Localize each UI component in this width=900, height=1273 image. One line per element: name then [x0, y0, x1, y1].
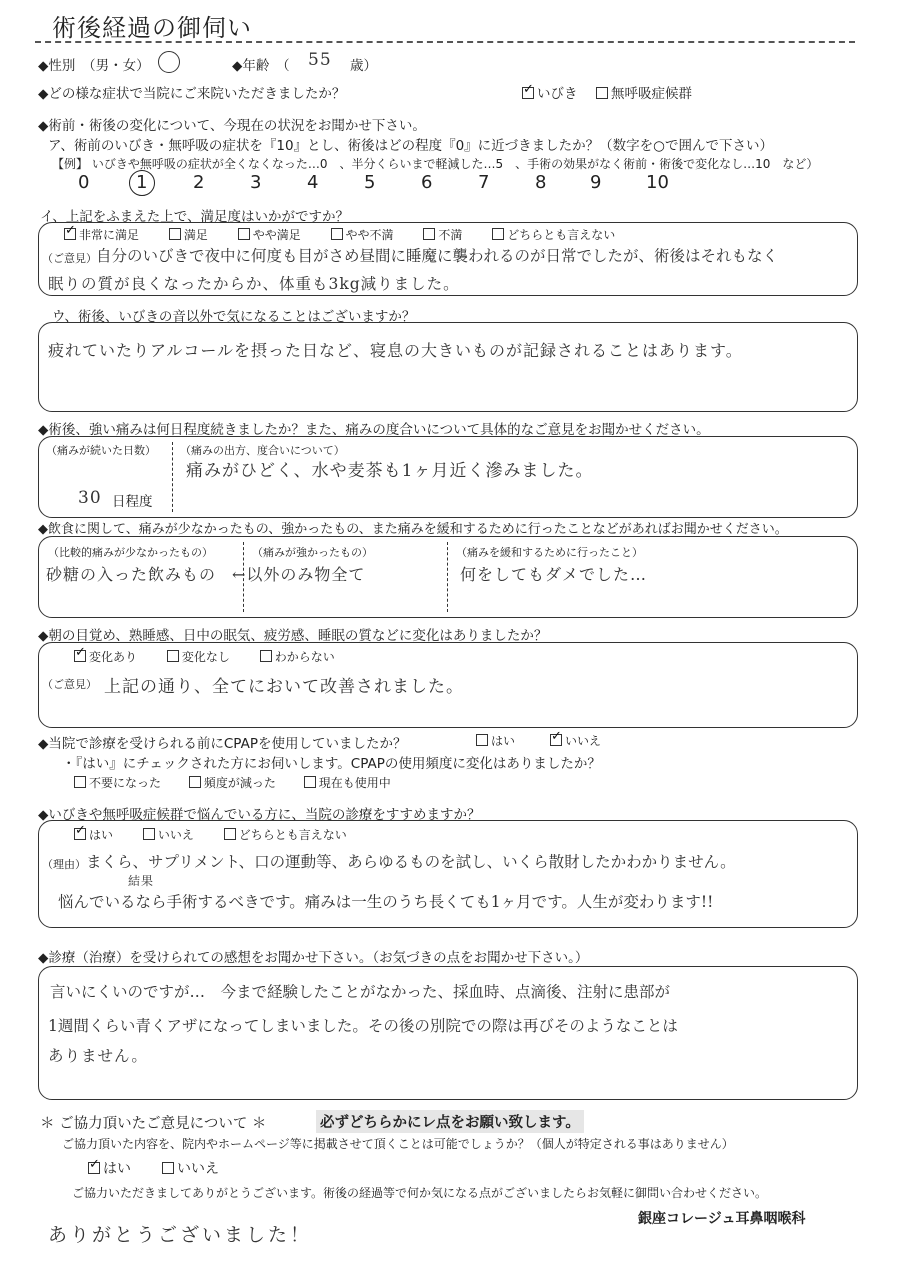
option-label: いいえ	[177, 1161, 219, 1177]
checkbox-icon	[167, 650, 179, 662]
age-unit: 歳）	[350, 58, 377, 74]
clinic-name: 銀座コレージュ耳鼻咽喉科	[638, 1211, 806, 1227]
option-label: 満足	[183, 228, 208, 242]
option-label: いいえ	[157, 828, 194, 842]
scale-7[interactable]: 7	[478, 172, 490, 193]
checkbox-checked-icon	[74, 828, 86, 840]
checkbox-icon	[162, 1162, 174, 1174]
q5-question: ◆術後、強い痛みは何日程度続きましたか？また、痛みの度合いについて具体的なご意見をお聞かせください。	[38, 422, 710, 438]
option-label: はい	[89, 828, 114, 842]
q9-answer-line1[interactable]: まくら、サプリメント、口の運動等、あらゆるものを試し、いくら散財したかわかりません。	[86, 853, 736, 871]
q9-reason-label: （理由）	[42, 858, 86, 871]
q3-answer-line2[interactable]: 眠りの質が良くなったからか、体重も3kg減りました。	[48, 275, 460, 293]
q8-option-yes[interactable]	[476, 732, 515, 749]
q2-question: ◆術前・術後の変化について、今現在の状況をお聞かせ下さい。	[38, 118, 426, 134]
consent-option-no[interactable]	[162, 1158, 219, 1178]
q5-detail-label: （痛みの出方、度合いについて）	[180, 444, 345, 457]
q1-option-apnea[interactable]	[596, 82, 692, 102]
option-label: はい	[103, 1161, 131, 1177]
handwritten-thanks: ありがとうございました！	[48, 1224, 313, 1246]
q8-sub-options	[74, 774, 391, 791]
q4-answer[interactable]: 疲れていたりアルコールを摂った日など、寝息の大きいものが記録されることはあります。	[48, 341, 743, 360]
q3-option[interactable]	[423, 228, 462, 242]
q3-options	[64, 226, 615, 243]
q10-answer-line3[interactable]: ありません。	[48, 1047, 148, 1065]
q6-col2-label: （痛みが強かったもの）	[252, 546, 373, 559]
option-label: 変化なし	[181, 650, 230, 664]
scale-5[interactable]: 5	[364, 172, 376, 193]
q8-sub-option[interactable]	[304, 776, 391, 790]
q5-detail-answer[interactable]: 痛みがひどく、水や麦茶も1ヶ月近く滲みました。	[186, 461, 594, 481]
option-label: 現在も使用中	[318, 776, 391, 790]
q9-option[interactable]	[143, 828, 194, 842]
q6-col1-label: （比較的痛みが少なかったもの）	[48, 546, 213, 559]
q9-answer-line2[interactable]: 悩んでいるなら手術するべきです。痛みは一生のうち長くても1ヶ月です。人生が変わります!!	[58, 893, 714, 911]
q6-col1-answer[interactable]: 砂糖の入った飲みもの	[46, 565, 217, 584]
q9-options	[74, 826, 347, 843]
q7-options	[74, 648, 335, 665]
q2-sub-a: ア、術前のいびき・無呼吸の症状を『10』とし、術後はどの程度『0』に近づきましたか？（数字を○で囲んで下さい）	[48, 138, 773, 154]
scale-2[interactable]: 2	[193, 172, 205, 193]
q7-answer[interactable]: 上記の通り、全てにおいて改善されました。	[104, 677, 464, 697]
checkbox-checked-icon	[74, 650, 86, 662]
sex-circle-mark	[158, 51, 180, 73]
q8-question: ◆当院で診療を受けられる前にCPAPを使用していましたか？	[38, 736, 407, 752]
q3-option[interactable]	[238, 228, 301, 242]
consent-thanks: ご協力いただきましてありがとうございます。術後の経過等で何か気になる点がございましたらお気軽に御問い合わせください。	[72, 1186, 768, 1200]
scale-9[interactable]: 9	[590, 172, 602, 193]
q8-sub-option[interactable]	[74, 776, 161, 790]
checkbox-checked-icon	[522, 87, 534, 99]
q1-option-snoring[interactable]	[522, 82, 578, 102]
checkbox-icon	[596, 87, 608, 99]
option-label: やや満足	[252, 228, 301, 242]
consent-heading-left: ＊ ご協力頂いたご意見について ＊	[40, 1116, 267, 1132]
option-label: 変化あり	[89, 650, 138, 664]
option-label: いびき	[537, 86, 578, 102]
option-label: 不満	[438, 228, 463, 242]
checkbox-icon	[260, 650, 272, 662]
q6-question: ◆飲食に関して、痛みが少なかったもの、強かったもの、また痛みを緩和するために行ったことなどがあればお聞かせください。	[38, 522, 788, 537]
scale-10[interactable]: 10	[646, 172, 669, 193]
q4-answer-box	[38, 322, 858, 412]
checkbox-icon	[238, 228, 250, 240]
title-underline	[35, 41, 855, 43]
option-label: 頻度が減った	[203, 776, 276, 790]
checkbox-icon	[74, 776, 86, 788]
q9-option[interactable]	[74, 828, 113, 842]
q3-option[interactable]	[169, 228, 208, 242]
scale-4[interactable]: 4	[307, 172, 319, 193]
option-label: どちらとも言えない	[507, 228, 616, 242]
option-label: どちらとも言えない	[238, 828, 347, 842]
q7-option[interactable]	[74, 650, 137, 664]
q8-sub-option[interactable]	[189, 776, 276, 790]
q6-divider-2	[447, 542, 448, 612]
q10-answer-line1[interactable]: 言いにくいのですが… 今まで経験したことがなかった、採血時、点滴後、注射に患部が	[50, 983, 671, 1001]
checkbox-checked-icon	[88, 1162, 100, 1174]
page-title: 術後経過の御伺い	[52, 14, 252, 42]
scale-0[interactable]: 0	[78, 172, 90, 193]
q7-question: ◆朝の目覚め、熟睡感、日中の眠気、疲労感、睡眠の質などに変化はありましたか？	[38, 628, 548, 644]
q10-question: ◆診療（治療）を受けられての感想をお聞かせ下さい。（お気づきの点をお聞かせ下さい。）	[38, 950, 589, 966]
q5-days-label: （痛みが続いた日数）	[46, 444, 156, 457]
q3-option[interactable]	[492, 228, 615, 242]
option-label: はい	[491, 734, 516, 748]
option-label: 非常に満足	[79, 228, 140, 242]
q2-example: 【例】 いびきや無呼吸の症状が全くなくなった…0 、半分くらいまで軽減した…5 、手術の効果がなく術前・術後で変化なし…10 など）	[52, 157, 819, 171]
scale-6[interactable]: 6	[421, 172, 433, 193]
q9-question: ◆いびきや無呼吸症候群で悩んでいる方に、当院の診療をすすめますか？	[38, 807, 481, 823]
consent-question: ご協力頂いた内容を、院内やホームページ等に掲載させて頂くことは可能でしょうか？（個人が特定される事はありません）	[62, 1137, 734, 1151]
q8-option-no[interactable]	[550, 732, 601, 749]
scale-8[interactable]: 8	[535, 172, 547, 193]
q9-option[interactable]	[224, 828, 347, 842]
checkbox-checked-icon	[64, 228, 76, 240]
scale-3[interactable]: 3	[250, 172, 262, 193]
q3-option[interactable]	[331, 228, 394, 242]
sex-field: ◆性別 （男・女）	[38, 58, 150, 74]
q5-days-value[interactable]: 30	[78, 488, 102, 508]
q3-answer-line1[interactable]: 自分のいびきで夜中に何度も目がさめ昼間に睡魔に襲われるのが日常でしたが、術後はそれもなく	[96, 247, 779, 265]
option-label: わからない	[274, 650, 335, 664]
scale-1[interactable]: 1	[136, 172, 148, 193]
checkbox-icon	[304, 776, 316, 788]
consent-option-yes[interactable]	[88, 1158, 131, 1178]
checkbox-icon	[492, 228, 504, 240]
consent-heading-right: 必ずどちらかにレ点をお願い致します。	[316, 1110, 584, 1133]
q7-opinion-label: （ご意見）	[42, 678, 97, 691]
q5-divider	[172, 442, 173, 512]
age-label: ◆年齢 （	[232, 58, 290, 74]
q1-question: ◆どの様な症状で当院にご来院いただきましたか？	[38, 86, 346, 102]
checkbox-icon	[169, 228, 181, 240]
checkbox-checked-icon	[550, 734, 562, 746]
checkbox-icon	[143, 828, 155, 840]
q6-col3-label: （痛みを緩和するために行ったこと）	[456, 546, 643, 559]
selected-scale-circle	[129, 170, 155, 196]
q7-option[interactable]	[167, 650, 230, 664]
checkbox-icon	[423, 228, 435, 240]
option-label: やや不満	[345, 228, 394, 242]
option-label: いいえ	[565, 734, 602, 748]
checkbox-icon	[331, 228, 343, 240]
q10-answer-line2[interactable]: 1週間くらい青くアザになってしまいました。その後の別院での際は再びそのようなことは	[48, 1017, 678, 1035]
q6-col2-answer[interactable]: ←以外のみ物全て	[232, 565, 366, 584]
option-label: 不要になった	[89, 776, 162, 790]
checkbox-icon	[476, 734, 488, 746]
q5-days-unit: 日程度	[112, 494, 153, 510]
q4-question: ウ、術後、いびきの音以外で気になることはございますか？	[52, 309, 416, 325]
q6-col3-answer[interactable]: 何をしてもダメでした…	[460, 565, 648, 584]
q3-question: イ、上記をふまえた上で、満足度はいかがですか？	[40, 209, 350, 225]
q8-sub-question: ・『はい』にチェックされた方にお伺いします。CPAPの使用頻度に変化はありましたか？	[62, 756, 601, 772]
checkbox-icon	[224, 828, 236, 840]
q9-insert-note: 結果	[128, 874, 155, 888]
checkbox-icon	[189, 776, 201, 788]
q7-option[interactable]	[260, 650, 335, 664]
q3-option[interactable]	[64, 228, 139, 242]
option-label: 無呼吸症候群	[611, 86, 692, 102]
q3-opinion-label: （ご意見）	[42, 252, 97, 265]
age-value: 55	[308, 50, 332, 70]
